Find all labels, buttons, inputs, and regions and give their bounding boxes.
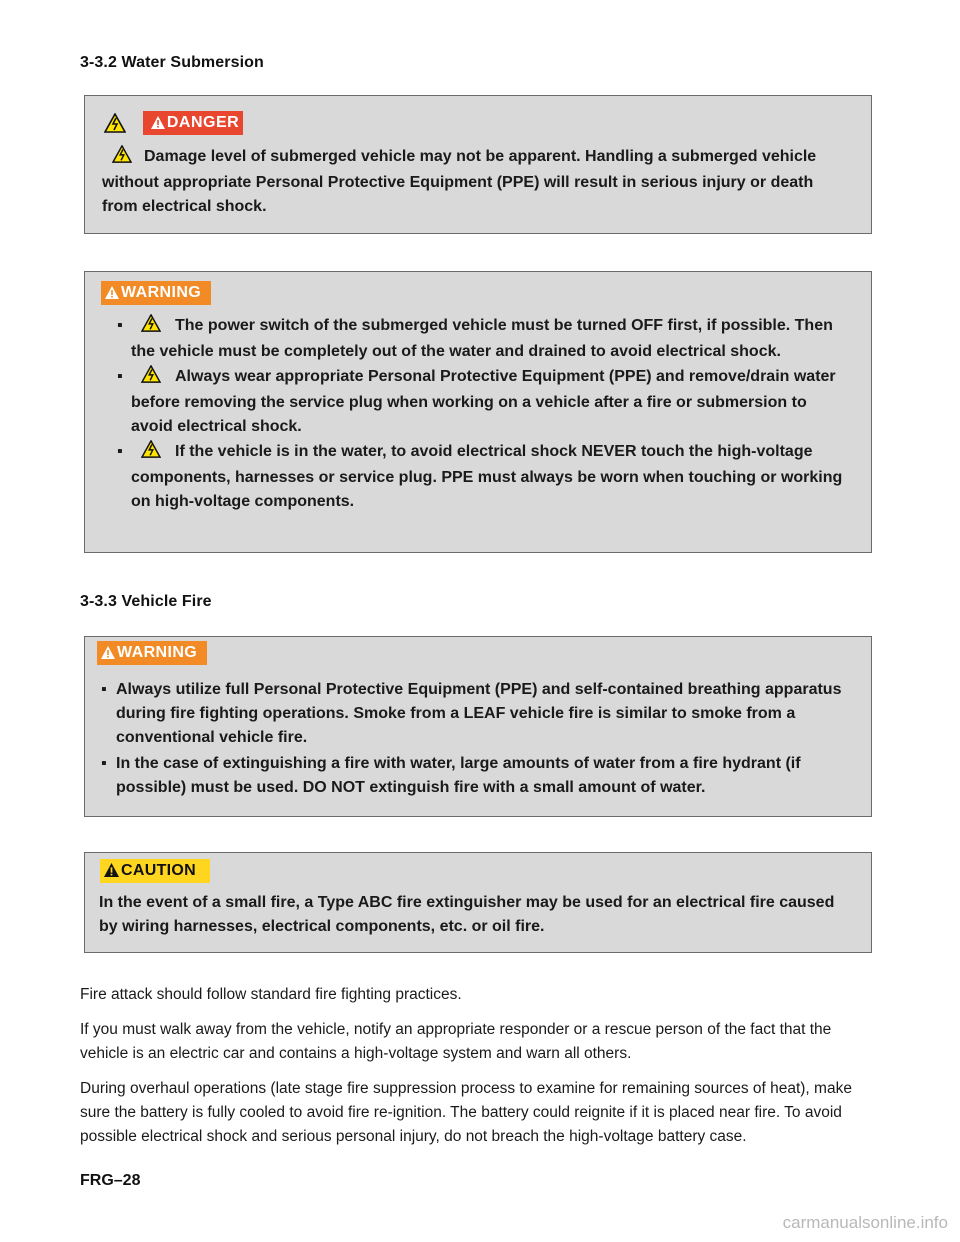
list-item: ▪ If the vehicle is in the water, to avoid electrical shock NEVER touch the high-voltage components, harnesses or service plug. PPE must always be worn when touching or working on high-voltage components.: [131, 440, 843, 514]
alert-triangle-icon: [101, 646, 115, 659]
warning-badge: [101, 281, 211, 305]
electric-hazard-icon: [112, 145, 132, 171]
list-item: ▪ Always wear appropriate Personal Protective Equipment (PPE) and remove/drain water before removing the service plug when working on a vehicle after a fire or submersion to avoid electrical shock.: [131, 365, 843, 439]
list-item: ▪ Always utilize full Personal Protective Equipment (PPE) and self-contained breathing apparatus during fire fighting operations. Smoke from a LEAF vehicle fire is similar to smoke from a conventional vehicle fire.: [101, 681, 842, 746]
warning-list-fire: [101, 678, 856, 800]
list-item: ▪ The power switch of the submerged vehicle must be turned OFF first, if possible. Then the vehicle must be completely out of the water and drained to avoid electrical shock.: [131, 314, 843, 364]
warning-box-submersion: [84, 271, 872, 553]
electric-hazard-icon: [141, 440, 161, 466]
section-title-vehicle-fire: 3-3.3 Vehicle Fire: [80, 593, 212, 610]
electric-hazard-icon: [141, 365, 161, 391]
alert-triangle-icon: [104, 863, 119, 877]
warning-item-text: The power switch of the submerged vehicle must be turned OFF first, if possible. Then the vehicle must be completely out of the water and drained to avoid electrical shock.: [131, 317, 833, 360]
warning-box-fire: [84, 636, 872, 817]
electric-hazard-icon: [104, 113, 126, 138]
warning-item-text: If the vehicle is in the water, to avoid electrical shock NEVER touch the high-voltage components, harnesses or service plug. PPE must always be worn when touching or working on high-voltage components.: [131, 443, 843, 510]
warning-badge: [97, 641, 207, 665]
danger-badge: [143, 111, 243, 135]
caution-box: [84, 852, 872, 953]
warning-badge-label: WARNING: [121, 284, 202, 301]
alert-triangle-icon: [105, 286, 119, 299]
list-item: ▪ In the case of extinguishing a fire with water, large amounts of water from a fire hydrant (if possible) must be used. DO NOT extinguish fire with a small amount of water.: [101, 755, 801, 796]
electric-hazard-icon: [141, 314, 161, 340]
danger-text-block: [102, 145, 822, 219]
page-number: FRG–28: [80, 1172, 141, 1189]
danger-text: Damage level of submerged vehicle may not be apparent. Handling a submerged vehicle without appropriate Personal Protective Equipment (PPE) will result in serious injury or death from electrical shock.: [102, 148, 817, 215]
paragraph-walk-away: If you must walk away from the vehicle, notify an appropriate responder or a rescue person of the fact that the vehicle is an electric car and contains a high-voltage system and warn all others.: [80, 1021, 832, 1062]
paragraph-fire-attack: Fire attack should follow standard fire fighting practices.: [80, 986, 462, 1003]
danger-box: [84, 95, 872, 234]
danger-badge-label: DANGER: [166, 114, 240, 131]
warning-badge-label: WARNING: [117, 644, 198, 661]
warning-item-text: Always wear appropriate Personal Protective Equipment (PPE) and remove/drain water before removing the service plug when working on a vehicle after a fire or submersion to avoid electrical shock.: [131, 368, 836, 435]
warning-item-text: In the case of extinguishing a fire with water, large amounts of water from a fire hydrant (if possible) must be used. DO NOT extinguish fire with a small amount of water.: [116, 755, 801, 796]
section-title-water-submersion: 3-3.2 Water Submersion: [80, 54, 264, 71]
warning-item-text: Always utilize full Personal Protective Equipment (PPE) and self-contained breathing apparatus during fire fighting operations. Smoke from a LEAF vehicle fire is similar to smoke from a conventional vehicle fire.: [116, 681, 842, 746]
alert-triangle-icon: [151, 116, 165, 129]
caution-text: In the event of a small fire, a Type ABC fire extinguisher may be used for an electrical fire caused by wiring harnesses, electrical components, etc. or oil fire.: [99, 894, 835, 935]
watermark: carmanualsonline.info: [782, 1213, 948, 1232]
caution-badge: [100, 859, 210, 883]
warning-list-submersion: [117, 314, 843, 514]
paragraph-overhaul: During overhaul operations (late stage fire suppression process to examine for remaining sources of heat), make sure the battery is fully cooled to avoid fire re-ignition. The battery could reignite if it is placed near fire. To avoid possible electrical shock and serious personal injury, do not breach the high-voltage battery case.: [80, 1080, 852, 1145]
caution-badge-label: CAUTION: [121, 862, 196, 879]
